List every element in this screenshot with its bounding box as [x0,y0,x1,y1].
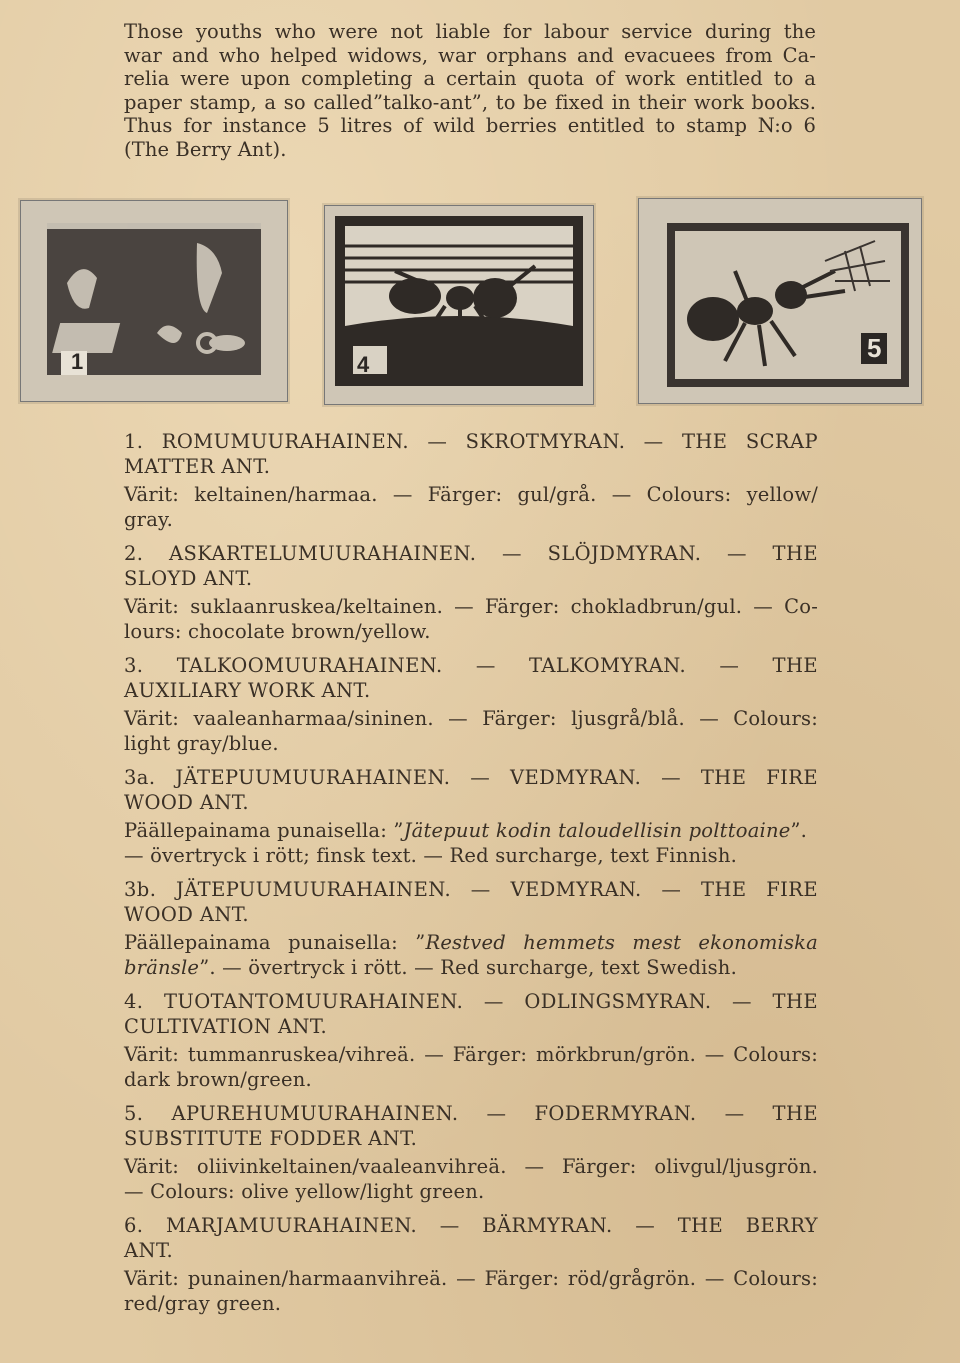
stamp-numeral: 4 [357,352,370,377]
entry-surcharge: Päällepainama punaisella: ”Restved hemmets mest ekonomiska bränsle”. — övertryck i rött. — Red surcharge, text Swedish. [124,931,818,979]
entry-title: 6. MARJAMUURAHAINEN. — BÄRMYRAN. — THE BERRY ANT. [124,1214,818,1262]
entry-colours: Värit: suklaanruskea/keltainen. — Färger: chokladbrun/gul. — Co- lours: chocolate brown/yellow. [124,595,818,643]
list-item [124,1102,818,1204]
entry-title: 3. TALKOOMUURAHAINEN. — TALKOMYRAN. — THE AUXILIARY WORK ANT. [124,654,818,702]
list-item [124,654,818,756]
intro-line: war and who helped widows, war orphans and evacuees from Ca- [124,43,816,67]
intro-line: (The Berry Ant). [124,137,287,161]
stamp-4-image [324,205,594,405]
intro-line: Those youths who were not liable for labour service during the [124,20,816,43]
list-item [124,766,818,868]
intro-line: paper stamp, a so called”talko-ant”, to be fixed in their work books. [124,90,816,114]
intro-line: Thus for instance 5 litres of wild berries entitled to stamp N:o 6 [124,114,816,138]
entry-title: 3a. JÄTEPUUMUURAHAINEN. — VEDMYRAN. — THE FIRE WOOD ANT. [124,766,818,814]
entry-title: 2. ASKARTELUMUURAHAINEN. — SLÖJDMYRAN. — THE SLOYD ANT. [124,542,818,590]
entry-title: 1. ROMUMUURAHAINEN. — SKROTMYRAN. — THE SCRAP MATTER ANT. [124,430,818,478]
entry-title: 3b. JÄTEPUUMUURAHAINEN. — VEDMYRAN. — THE FIRE WOOD ANT. [124,878,818,926]
cultivation-ant-illustration [335,216,583,386]
entry-colours: Värit: keltainen/harmaa. — Färger: gul/grå. — Colours: yellow/ gray. [124,483,818,531]
entry-colours: Värit: punainen/harmaanvihreä. — Färger: röd/grågrön. — Colours: red/gray green. [124,1267,818,1315]
list-item [124,430,818,532]
stamp-1-image [20,200,288,402]
entry-colours: Värit: oliivinkeltainen/vaaleanvihreä. — Färger: olivgul/ljusgrön. — Colours: olive yellow/light green. [124,1155,818,1203]
stamp-numeral: 5 [861,333,887,364]
list-item [124,990,818,1092]
entry-surcharge: Päällepainama punaisella: ”Jätepuut kodin taloudellisin polttoaine”. — övertryck i rött; finsk text. — Red surcharge, text Finnish. [124,819,808,867]
stamp-numeral: 1 [71,349,84,374]
intro-line: relia were upon completing a certain quota of work entitled to a [124,67,816,91]
list-item [124,542,818,644]
intro-paragraph [124,20,816,162]
entry-title: 4. TUOTANTOMUURAHAINEN. — ODLINGSMYRAN. — THE CULTIVATION ANT. [124,990,818,1038]
stamp-list [124,430,818,1326]
entry-colours: Värit: vaaleanharmaa/sininen. — Färger: ljusgrå/blå. — Colours: light gray/blue. [124,707,818,755]
entry-colours: Värit: tummanruskea/vihreä. — Färger: mörkbrun/grön. — Colours: dark brown/green. [124,1043,818,1091]
entry-title: 5. APUREHUMUURAHAINEN. — FODERMYRAN. — THE SUBSTITUTE FODDER ANT. [124,1102,818,1150]
stamp-5-image [638,198,922,404]
list-item [124,878,818,980]
list-item [124,1214,818,1316]
